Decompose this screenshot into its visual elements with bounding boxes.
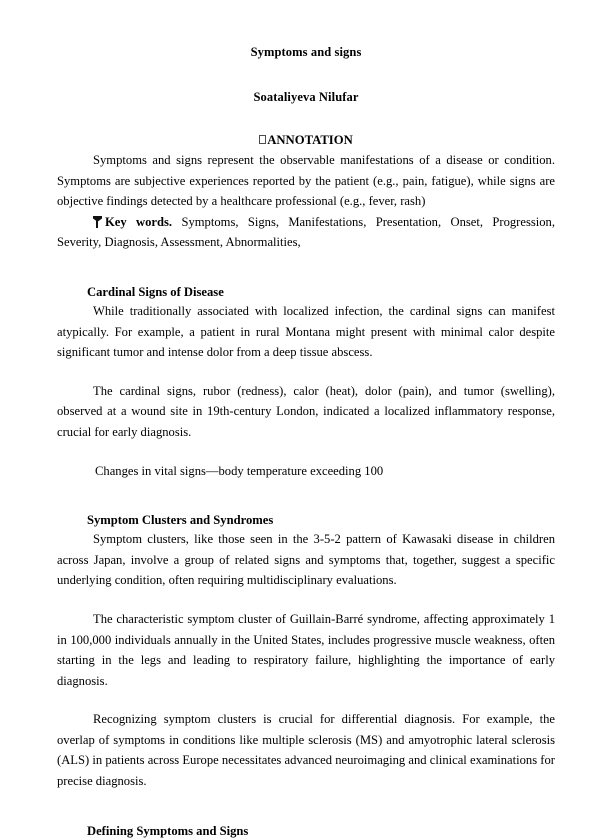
spacer — [57, 363, 555, 381]
keywords-list: Symptoms, Signs, Manifestations, Presentation, Onset, Progression, Severity, Diagnosis, Assessment, Abnormalities, — [57, 214, 556, 250]
author-name: Soataliyeva Nilufar — [253, 90, 359, 104]
paragraph-differential-diagnosis: Recognizing symptom clusters is crucial for differential diagnosis. For example, the overlap of symptoms in conditions like multiple sclerosis (MS) and amyotrophic lateral sclerosis (ALS) in patients across Europe necessitates advanced neuroimaging and clinical examinations for precise diagnosis. — [57, 712, 555, 789]
spacer — [57, 481, 555, 511]
spacer — [57, 591, 555, 609]
spacer — [57, 443, 555, 461]
keywords-label: Key words. — [105, 214, 173, 229]
section-heading-symptom-clusters: Symptom Clusters and Syndromes — [87, 513, 274, 528]
spacer — [57, 691, 555, 709]
spacer — [57, 792, 555, 822]
section-heading-defining-symptoms: Defining Symptoms and Signs — [87, 823, 249, 838]
pennant-flag-icon — [93, 216, 102, 228]
annotation-heading-label: ANNOTATION — [267, 133, 353, 147]
paragraph-cardinal-signs-definition: The cardinal signs, rubor (redness), calor (heat), dolor (pain), and tumor (swelling), observed at a wound site in 19th-century London, indicated a localized inflammatory response, crucial for early diagnosis. — [57, 383, 555, 439]
paragraph-vital-signs: Changes in vital signs—body temperature exceeding 100 — [95, 463, 384, 478]
keywords-line — [57, 212, 555, 253]
paragraph-cardinal-signs-atypical: While traditionally associated with localized infection, the cardinal signs can manifest atypically. For example, a patient in rural Montana might present with minimal calor despite significant tumor and intense dolor from a deep tissue abscess. — [57, 303, 555, 360]
missing-glyph-box-icon — [259, 135, 266, 144]
section-heading-cardinal-signs: Cardinal Signs of Disease — [87, 284, 224, 299]
page-title: Symptoms and signs — [250, 45, 362, 59]
title-block — [57, 0, 555, 148]
paragraph-symptom-clusters-kawasaki: Symptom clusters, like those seen in the 3-5-2 pattern of Kawasaki disease in children across Japan, involve a group of related signs and symptoms that, together, suggest a specific underlying condition, often requiring multidisciplinary evaluations. — [57, 532, 555, 588]
paragraph-guillain-barre: The characteristic symptom cluster of Guillain-Barré syndrome, affecting approximately 1 in 100,000 individuals annually in the United States, includes progressive muscle weakness, often starting in the legs and leading to respiratory failure, highlighting the importance of early diagnosis. — [57, 611, 555, 688]
annotation-paragraph: Symptoms and signs represent the observable manifestations of a disease or condition. Symptoms are subjective experiences reported by the patient (e.g., pain, fatigue), while signs are objective findings detected by a healthcare professional (e.g., fever, rash) — [57, 153, 555, 209]
annotation-heading — [57, 133, 555, 148]
spacer — [57, 253, 555, 283]
